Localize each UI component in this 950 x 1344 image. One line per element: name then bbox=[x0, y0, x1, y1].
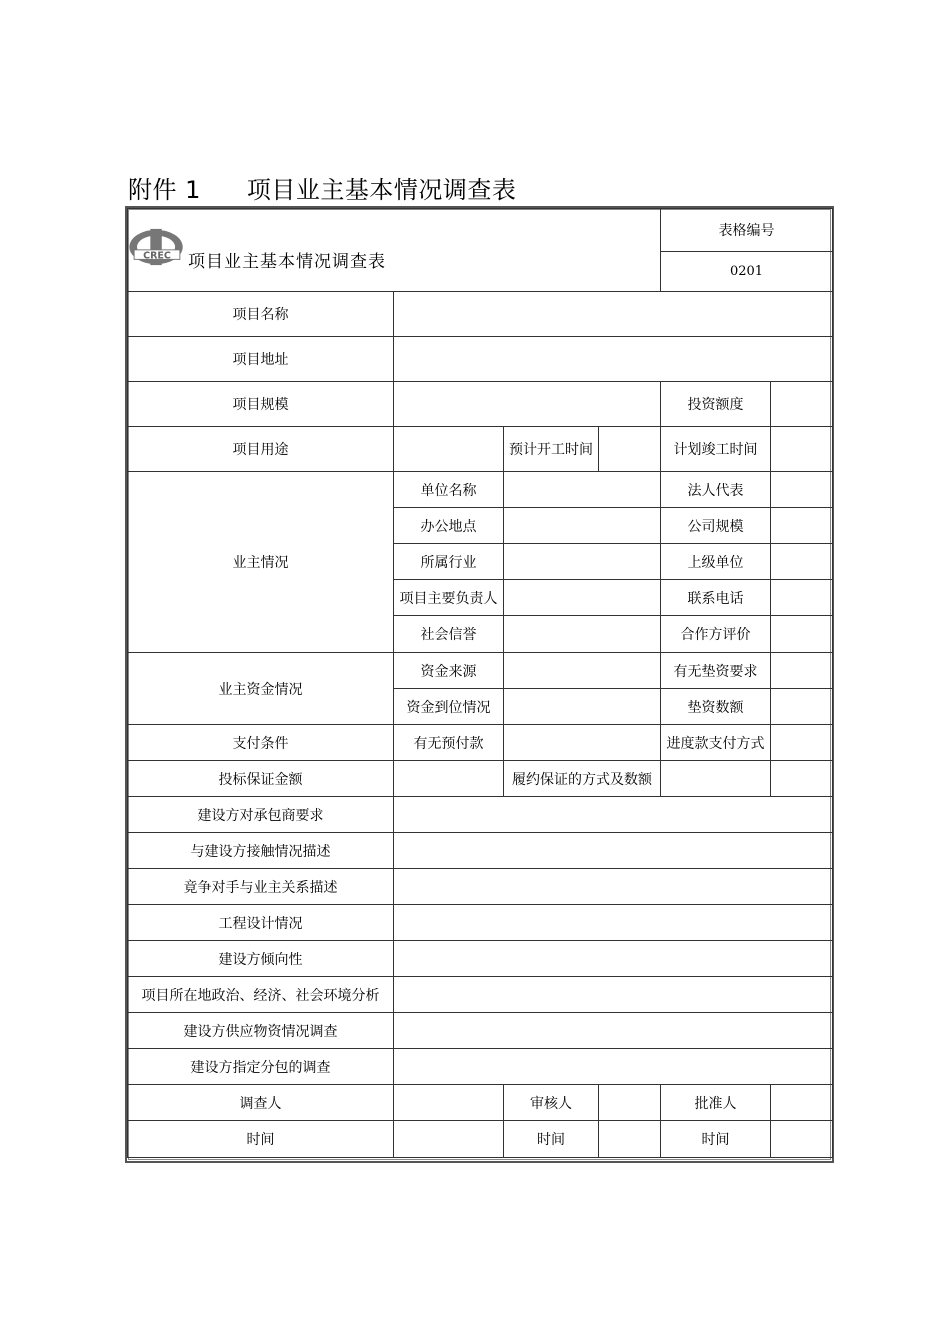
field-time-reviewer[interactable] bbox=[599, 1121, 661, 1158]
form-title: 项目业主基本情况调查表 bbox=[188, 252, 386, 272]
field-planned-start[interactable] bbox=[599, 427, 661, 472]
label-payment-terms: 支付条件 bbox=[128, 725, 394, 761]
label-project-lead: 项目主要负责人 bbox=[394, 580, 504, 616]
label-subcontract-survey: 建设方指定分包的调查 bbox=[128, 1049, 394, 1085]
label-competitor-desc: 竟争对手与业主关系描述 bbox=[128, 869, 394, 905]
label-tendency: 建设方倾向性 bbox=[128, 941, 394, 977]
form-header bbox=[128, 209, 661, 292]
label-contractor-req: 建设方对承包商要求 bbox=[128, 797, 394, 833]
field-unit-name[interactable] bbox=[504, 472, 661, 508]
label-project-usage: 项目用途 bbox=[128, 427, 394, 472]
page-title-text: 项目业主基本情况调查表 bbox=[246, 176, 517, 204]
field-partner-eval[interactable] bbox=[771, 616, 833, 653]
field-environment[interactable] bbox=[394, 977, 833, 1013]
label-time-investigator: 时间 bbox=[128, 1121, 394, 1158]
label-advance-amount: 垫资数额 bbox=[661, 689, 771, 725]
field-industry[interactable] bbox=[504, 544, 661, 580]
label-supply-survey: 建设方供应物资情况调查 bbox=[128, 1013, 394, 1049]
survey-table bbox=[127, 208, 833, 1158]
label-funds-section: 业主资金情况 bbox=[128, 653, 394, 725]
label-prepayment: 有无预付款 bbox=[394, 725, 504, 761]
label-investigator: 调查人 bbox=[128, 1085, 394, 1121]
label-planned-end: 计划竣工时间 bbox=[661, 427, 771, 472]
field-project-scale[interactable] bbox=[394, 382, 661, 427]
field-reputation[interactable] bbox=[504, 616, 661, 653]
label-industry: 所属行业 bbox=[394, 544, 504, 580]
attachment-label: 附件 1 bbox=[128, 176, 201, 204]
field-performance-bond[interactable] bbox=[661, 761, 771, 797]
label-advance-req: 有无垫资要求 bbox=[661, 653, 771, 689]
label-partner-eval: 合作方评价 bbox=[661, 616, 771, 653]
label-unit-name: 单位名称 bbox=[394, 472, 504, 508]
label-investment: 投资额度 bbox=[661, 382, 771, 427]
field-competitor-desc[interactable] bbox=[394, 869, 833, 905]
label-bid-bond: 投标保证金额 bbox=[128, 761, 394, 797]
svg-text:CREC: CREC bbox=[143, 250, 171, 262]
label-design-status: 工程设计情况 bbox=[128, 905, 394, 941]
label-fund-source: 资金来源 bbox=[394, 653, 504, 689]
field-contractor-req[interactable] bbox=[394, 797, 833, 833]
label-company-scale: 公司规模 bbox=[661, 508, 771, 544]
field-performance-bond-extra[interactable] bbox=[771, 761, 833, 797]
label-phone: 联系电话 bbox=[661, 580, 771, 616]
label-office: 办公地点 bbox=[394, 508, 504, 544]
label-parent-unit: 上级单位 bbox=[661, 544, 771, 580]
field-investigator[interactable] bbox=[394, 1085, 504, 1121]
form-code-label: 表格编号 bbox=[661, 209, 833, 252]
label-project-name: 项目名称 bbox=[128, 292, 394, 337]
field-project-address[interactable] bbox=[394, 337, 833, 382]
field-progress-payment[interactable] bbox=[771, 725, 833, 761]
label-time-approver: 时间 bbox=[661, 1121, 771, 1158]
field-advance-amount[interactable] bbox=[771, 689, 833, 725]
field-tendency[interactable] bbox=[394, 941, 833, 977]
label-planned-start: 预计开工时间 bbox=[504, 427, 599, 472]
field-parent-unit[interactable] bbox=[771, 544, 833, 580]
field-advance-req[interactable] bbox=[771, 653, 833, 689]
label-environment: 项目所在地政治、经济、社会环境分析 bbox=[128, 977, 394, 1013]
field-bid-bond[interactable] bbox=[394, 761, 504, 797]
field-contact-desc[interactable] bbox=[394, 833, 833, 869]
field-supply-survey[interactable] bbox=[394, 1013, 833, 1049]
label-fund-arrival: 资金到位情况 bbox=[394, 689, 504, 725]
field-prepayment[interactable] bbox=[504, 725, 661, 761]
field-subcontract-survey[interactable] bbox=[394, 1049, 833, 1085]
survey-form bbox=[125, 206, 834, 1163]
label-owner-section: 业主情况 bbox=[128, 472, 394, 653]
field-project-usage[interactable] bbox=[394, 427, 504, 472]
label-legal-rep: 法人代表 bbox=[661, 472, 771, 508]
field-legal-rep[interactable] bbox=[771, 472, 833, 508]
field-project-lead[interactable] bbox=[504, 580, 661, 616]
label-reputation: 社会信誉 bbox=[394, 616, 504, 653]
field-investment[interactable] bbox=[771, 382, 833, 427]
label-time-reviewer: 时间 bbox=[504, 1121, 599, 1158]
field-design-status[interactable] bbox=[394, 905, 833, 941]
form-code-value: 0201 bbox=[661, 252, 833, 292]
field-time-approver[interactable] bbox=[771, 1121, 833, 1158]
page-title bbox=[128, 170, 516, 205]
field-company-scale[interactable] bbox=[771, 508, 833, 544]
field-reviewer[interactable] bbox=[599, 1085, 661, 1121]
label-performance-bond: 履约保证的方式及数额 bbox=[504, 761, 661, 797]
label-approver: 批准人 bbox=[661, 1085, 771, 1121]
label-contact-desc: 与建设方接触情况描述 bbox=[128, 833, 394, 869]
label-reviewer: 审核人 bbox=[504, 1085, 599, 1121]
field-approver[interactable] bbox=[771, 1085, 833, 1121]
field-planned-end[interactable] bbox=[771, 427, 833, 472]
field-fund-source[interactable] bbox=[504, 653, 661, 689]
field-phone[interactable] bbox=[771, 580, 833, 616]
field-project-name[interactable] bbox=[394, 292, 833, 337]
label-progress-payment: 进度款支付方式 bbox=[661, 725, 771, 761]
field-fund-arrival[interactable] bbox=[504, 689, 661, 725]
label-project-scale: 项目规模 bbox=[128, 382, 394, 427]
crec-logo bbox=[128, 227, 186, 267]
label-project-address: 项目地址 bbox=[128, 337, 394, 382]
field-office[interactable] bbox=[504, 508, 661, 544]
field-time-investigator[interactable] bbox=[394, 1121, 504, 1158]
